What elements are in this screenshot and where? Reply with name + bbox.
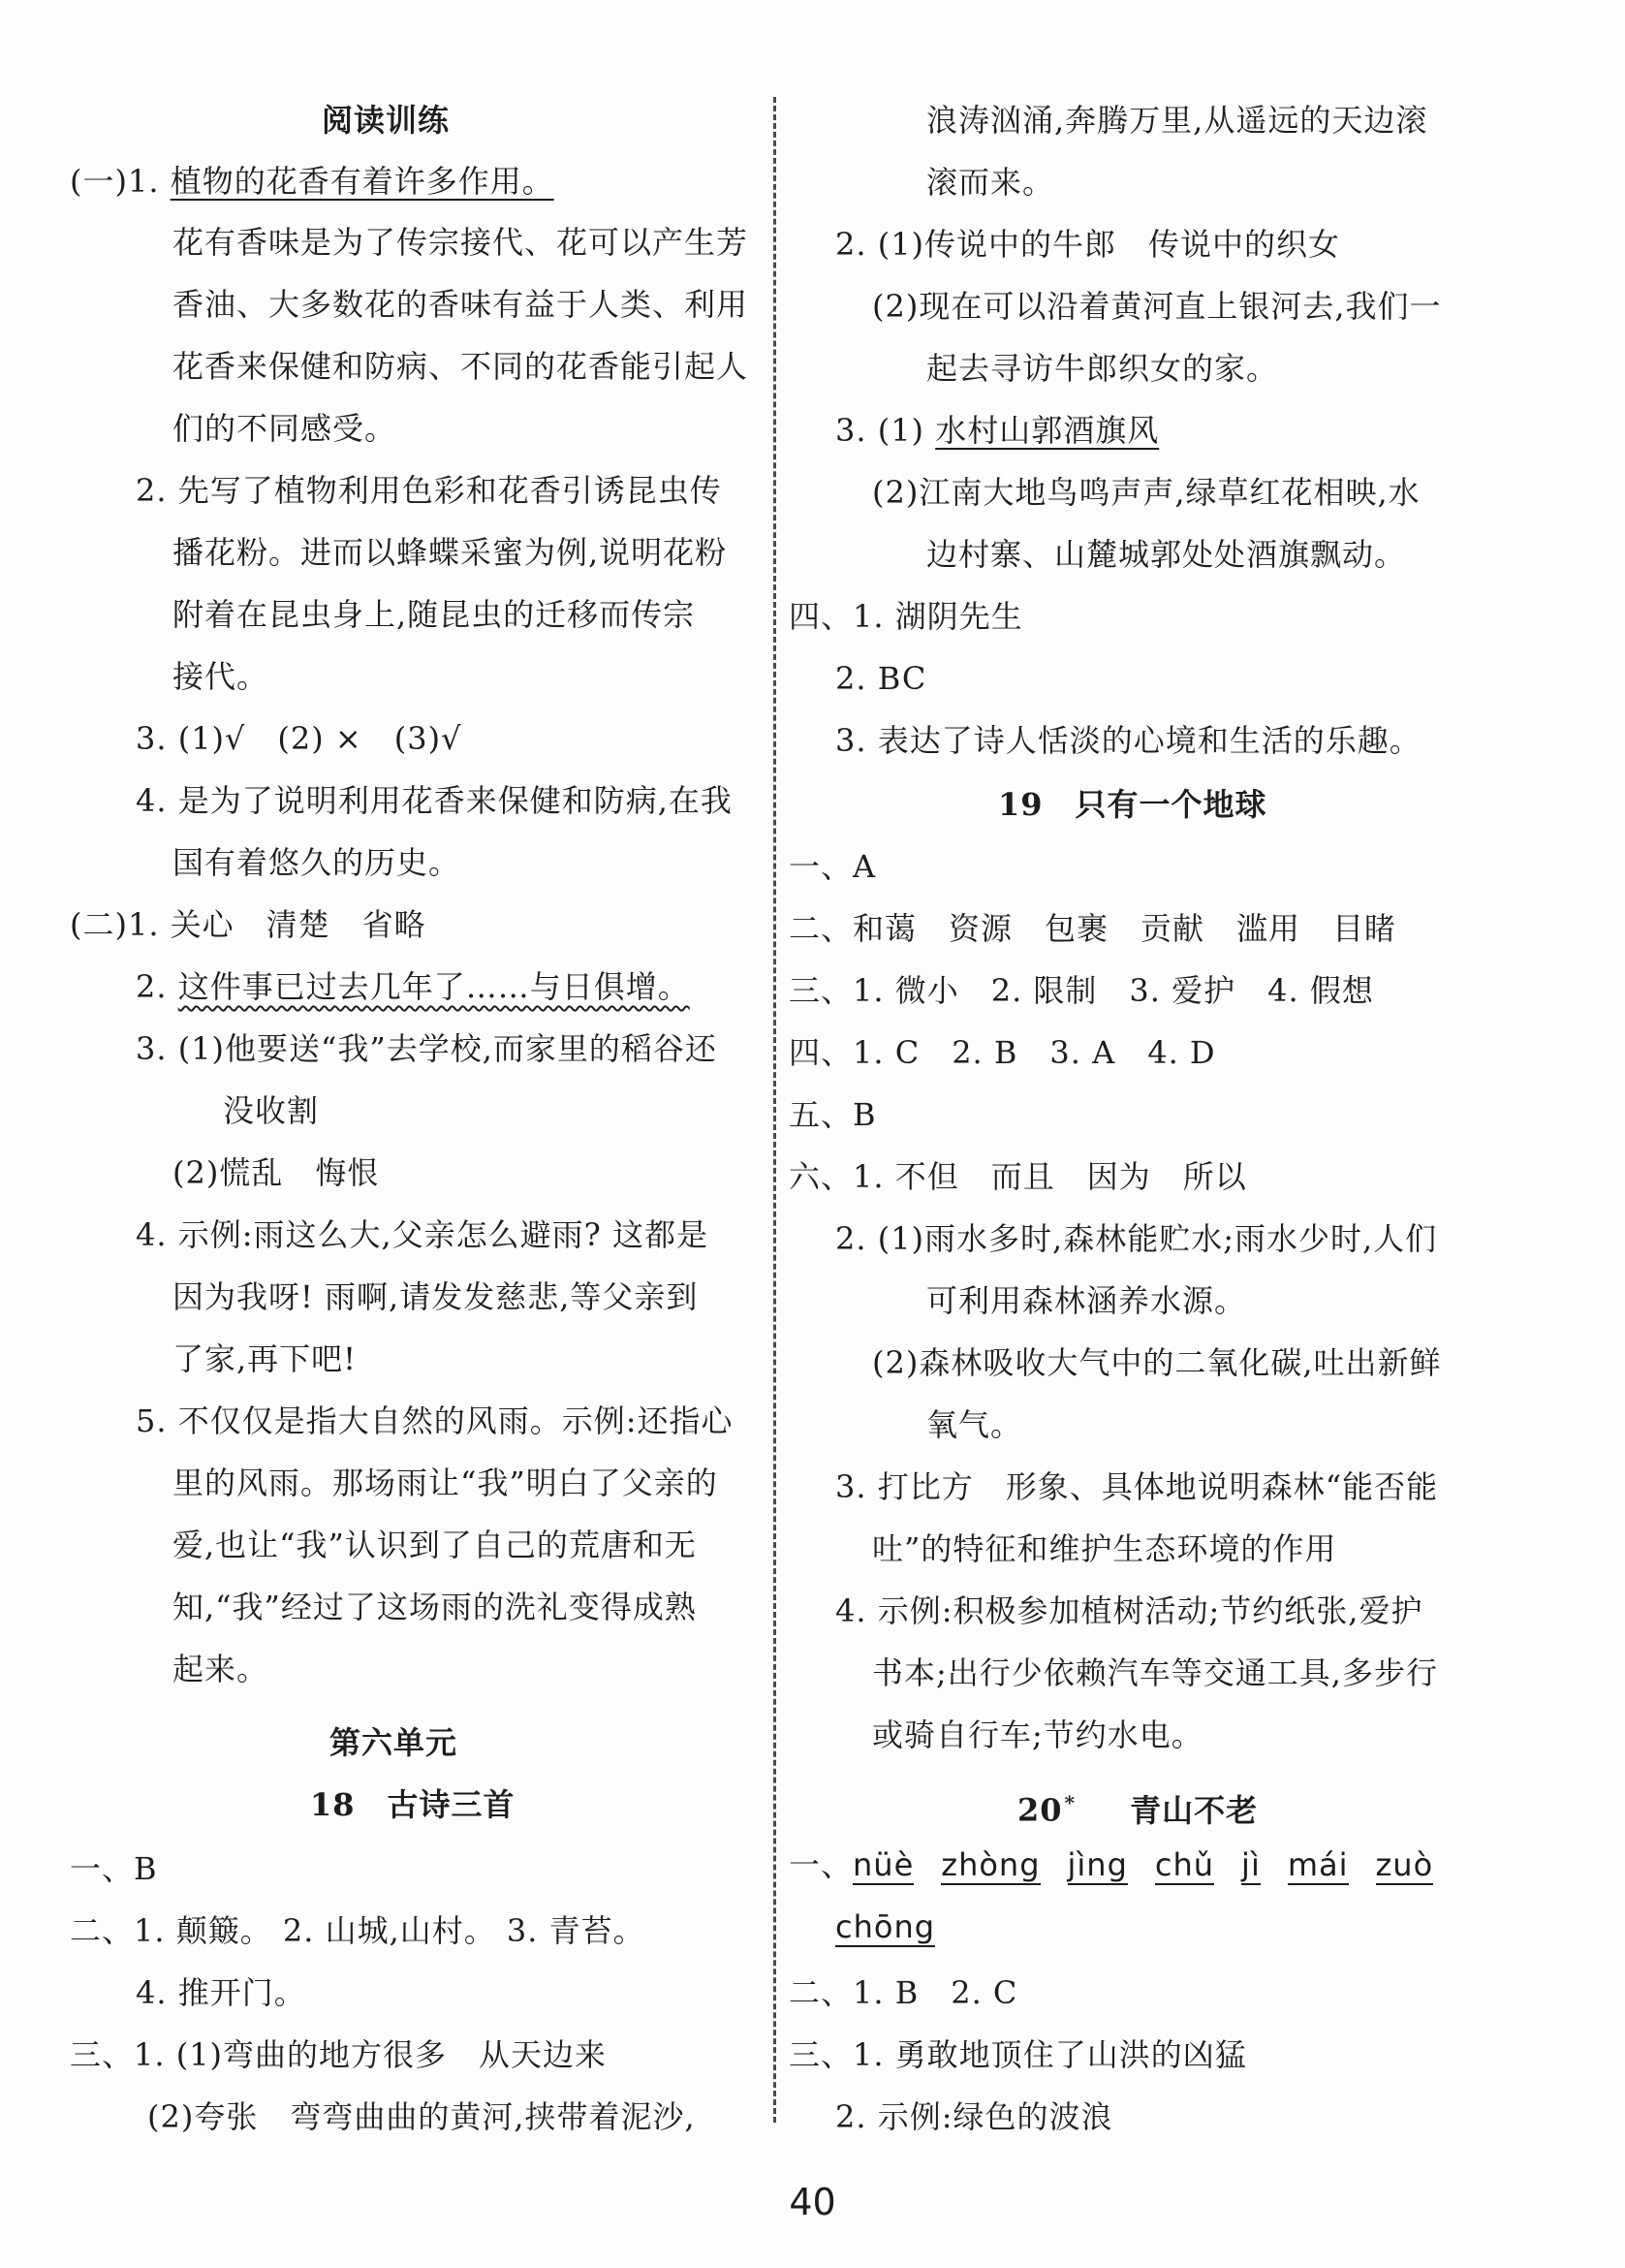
answer-line: 国有着悠久的历史。: [172, 844, 461, 881]
answer-line: 四、1. 湖阴先生: [789, 598, 1023, 635]
answer-line: 五、B: [789, 1096, 877, 1133]
answer-line: 四、1. C 2. B 3. A 4. D: [789, 1034, 1216, 1071]
wavy-underlined-answer: 这件事已过去几年了……与日俱增。: [177, 968, 690, 1005]
answer-line: 或骑自行车;节约水电。: [872, 1717, 1203, 1753]
lesson-18-heading: 18 古诗三首: [310, 1786, 516, 1823]
answer-line: [835, 409, 1159, 452]
answer-line: 吐”的特征和维护生态环境的作用: [872, 1530, 1337, 1567]
underlined-answer: 植物的花香有着许多作用。: [170, 163, 554, 200]
answer-line: (2)江南大地鸟鸣声声,绿草红花相映,水: [872, 474, 1421, 511]
pinyin-answer: nüè: [853, 1846, 915, 1883]
page-number: 40: [789, 2181, 836, 2223]
pinyin-answer: jì: [1241, 1846, 1261, 1883]
lesson-title: 青山不老: [1130, 1791, 1259, 1829]
answer-line: 三、1. 微小 2. 限制 3. 爱护 4. 假想: [789, 972, 1374, 1009]
answer-label: 一、: [789, 1846, 854, 1883]
pinyin-line: [835, 1906, 962, 1948]
pinyin-answer: chōng: [835, 1908, 936, 1945]
answer-line: 滚而来。: [926, 164, 1055, 201]
answer-line: 2. 先写了植物利用色彩和花香引诱昆虫传: [136, 472, 722, 509]
answer-label: 2.: [136, 968, 168, 1005]
answer-line: 3. 打比方 形象、具体地说明森林“能否能: [835, 1468, 1439, 1505]
answer-line: 可利用森林涵养水源。: [926, 1282, 1247, 1319]
answer-line: 香油、大多数花的香味有益于人类、利用: [172, 286, 749, 323]
pinyin-line: [789, 1843, 1460, 1886]
answer-line: 边村寨、山麓城郭处处酒旗飘动。: [926, 536, 1407, 573]
answer-line: 4. 示例:积极参加植树活动;节约纸张,爱护: [835, 1592, 1423, 1629]
answer-line: 3. (1)他要送“我”去学校,而家里的稻谷还: [136, 1030, 717, 1067]
answer-line: 4. 推开门。: [136, 1974, 306, 2011]
answer-line: 二、1. 颠簸。 2. 山城,山村。 3. 青苔。: [70, 1912, 645, 1949]
answer-line: 2. BC: [835, 660, 927, 697]
answer-line: 一、A: [789, 848, 877, 885]
answer-line: 二、和蔼 资源 包裹 贡献 滥用 目睹: [789, 910, 1397, 947]
answer-line: 3. (1)√ (2) × (3)√: [136, 720, 462, 757]
answer-line: 起来。: [172, 1651, 269, 1687]
answer-line: 六、1. 不但 而且 因为 所以: [789, 1158, 1247, 1195]
answer-line: 浪涛汹涌,奔腾万里,从遥远的天边滚: [926, 102, 1428, 139]
optional-lesson-mark: *: [1064, 1791, 1076, 1814]
left-column: [0, 0, 775, 2190]
answer-line: 一、B: [70, 1850, 158, 1887]
answer-line: 起去寻访牛郎织女的家。: [926, 350, 1279, 387]
answer-line: 因为我呀! 雨啊,请发发慈悲,等父亲到: [172, 1278, 699, 1315]
answer-label: 3. (1): [835, 412, 925, 449]
answer-line: (2)慌乱 悔恨: [172, 1154, 380, 1191]
answer-line: (二)1. 关心 清楚 省略: [70, 906, 426, 943]
answer-line: 2. (1)雨水多时,森林能贮水;雨水少时,人们: [835, 1220, 1438, 1257]
answer-line: (2)森林吸收大气中的二氧化碳,吐出新鲜: [872, 1344, 1442, 1381]
answer-line: 三、1. (1)弯曲的地方很多 从天边来: [70, 2036, 608, 2073]
answer-line: [136, 965, 690, 1008]
answer-line: 播花粉。进而以蜂蝶采蜜为例,说明花粉: [172, 534, 728, 571]
answer-line: 二、1. B 2. C: [789, 1974, 1018, 2011]
answer-line: 花香来保健和防病、不同的花香能引起人: [172, 348, 749, 385]
right-column: [775, 0, 1625, 2190]
answer-line: 三、1. 勇敢地顶住了山洪的凶猛: [789, 2036, 1247, 2073]
pinyin-answer: mái: [1287, 1846, 1349, 1883]
unit-heading: 第六单元: [329, 1724, 458, 1761]
answer-line: 接代。: [172, 658, 269, 695]
underlined-answer: 水村山郭酒旗风: [935, 412, 1160, 449]
answer-line: 们的不同感受。: [172, 410, 397, 447]
answer-line: (2)夸张 弯弯曲曲的黄河,挟带着泥沙,: [147, 2098, 696, 2135]
answer-line: 知,“我”经过了这场雨的洗礼变得成熟: [172, 1589, 697, 1625]
pinyin-answer: zuò: [1375, 1846, 1434, 1883]
answer-line: 爱,也让“我”认识到了自己的荒唐和无: [172, 1527, 697, 1563]
lesson-19-heading: 19 只有一个地球: [998, 786, 1267, 823]
answer-line: 没收割: [223, 1092, 320, 1129]
answer-label: (一)1.: [70, 163, 160, 200]
answer-line: 2. 示例:绿色的波浪: [835, 2098, 1113, 2135]
answer-line: 2. (1)传说中的牛郎 传说中的织女: [835, 226, 1341, 263]
answer-line: 5. 不仅仅是指大自然的风雨。示例:还指心: [136, 1402, 734, 1439]
answer-line: [70, 160, 554, 203]
answer-line: 里的风雨。那场雨让“我”明白了父亲的: [172, 1465, 718, 1501]
heading-reading-training: 阅读训练: [322, 102, 451, 139]
pinyin-answer: jìng: [1067, 1846, 1128, 1883]
answer-line: 4. 是为了说明利用花香来保健和防病,在我: [136, 782, 733, 819]
lesson-20-heading: [1017, 1781, 1259, 1829]
answer-line: 附着在昆虫身上,随昆虫的迁移而传宗: [172, 596, 696, 633]
answer-line: 书本;出行少依赖汽车等交通工具,多步行: [872, 1654, 1438, 1691]
answer-line: 3. 表达了诗人恬淡的心境和生活的乐趣。: [835, 722, 1422, 759]
pinyin-answer: zhòng: [941, 1846, 1041, 1883]
answer-line: 氧气。: [926, 1406, 1023, 1443]
lesson-number: 20: [1017, 1791, 1063, 1829]
answer-line: 4. 示例:雨这么大,父亲怎么避雨? 这都是: [136, 1216, 708, 1253]
answer-line: (2)现在可以沿着黄河直上银河去,我们一: [872, 288, 1442, 325]
pinyin-answer: chǔ: [1154, 1846, 1215, 1883]
answer-line: 花有香味是为了传宗接代、花可以产生芳: [172, 224, 749, 261]
answer-line: 了家,再下吧!: [172, 1340, 358, 1377]
